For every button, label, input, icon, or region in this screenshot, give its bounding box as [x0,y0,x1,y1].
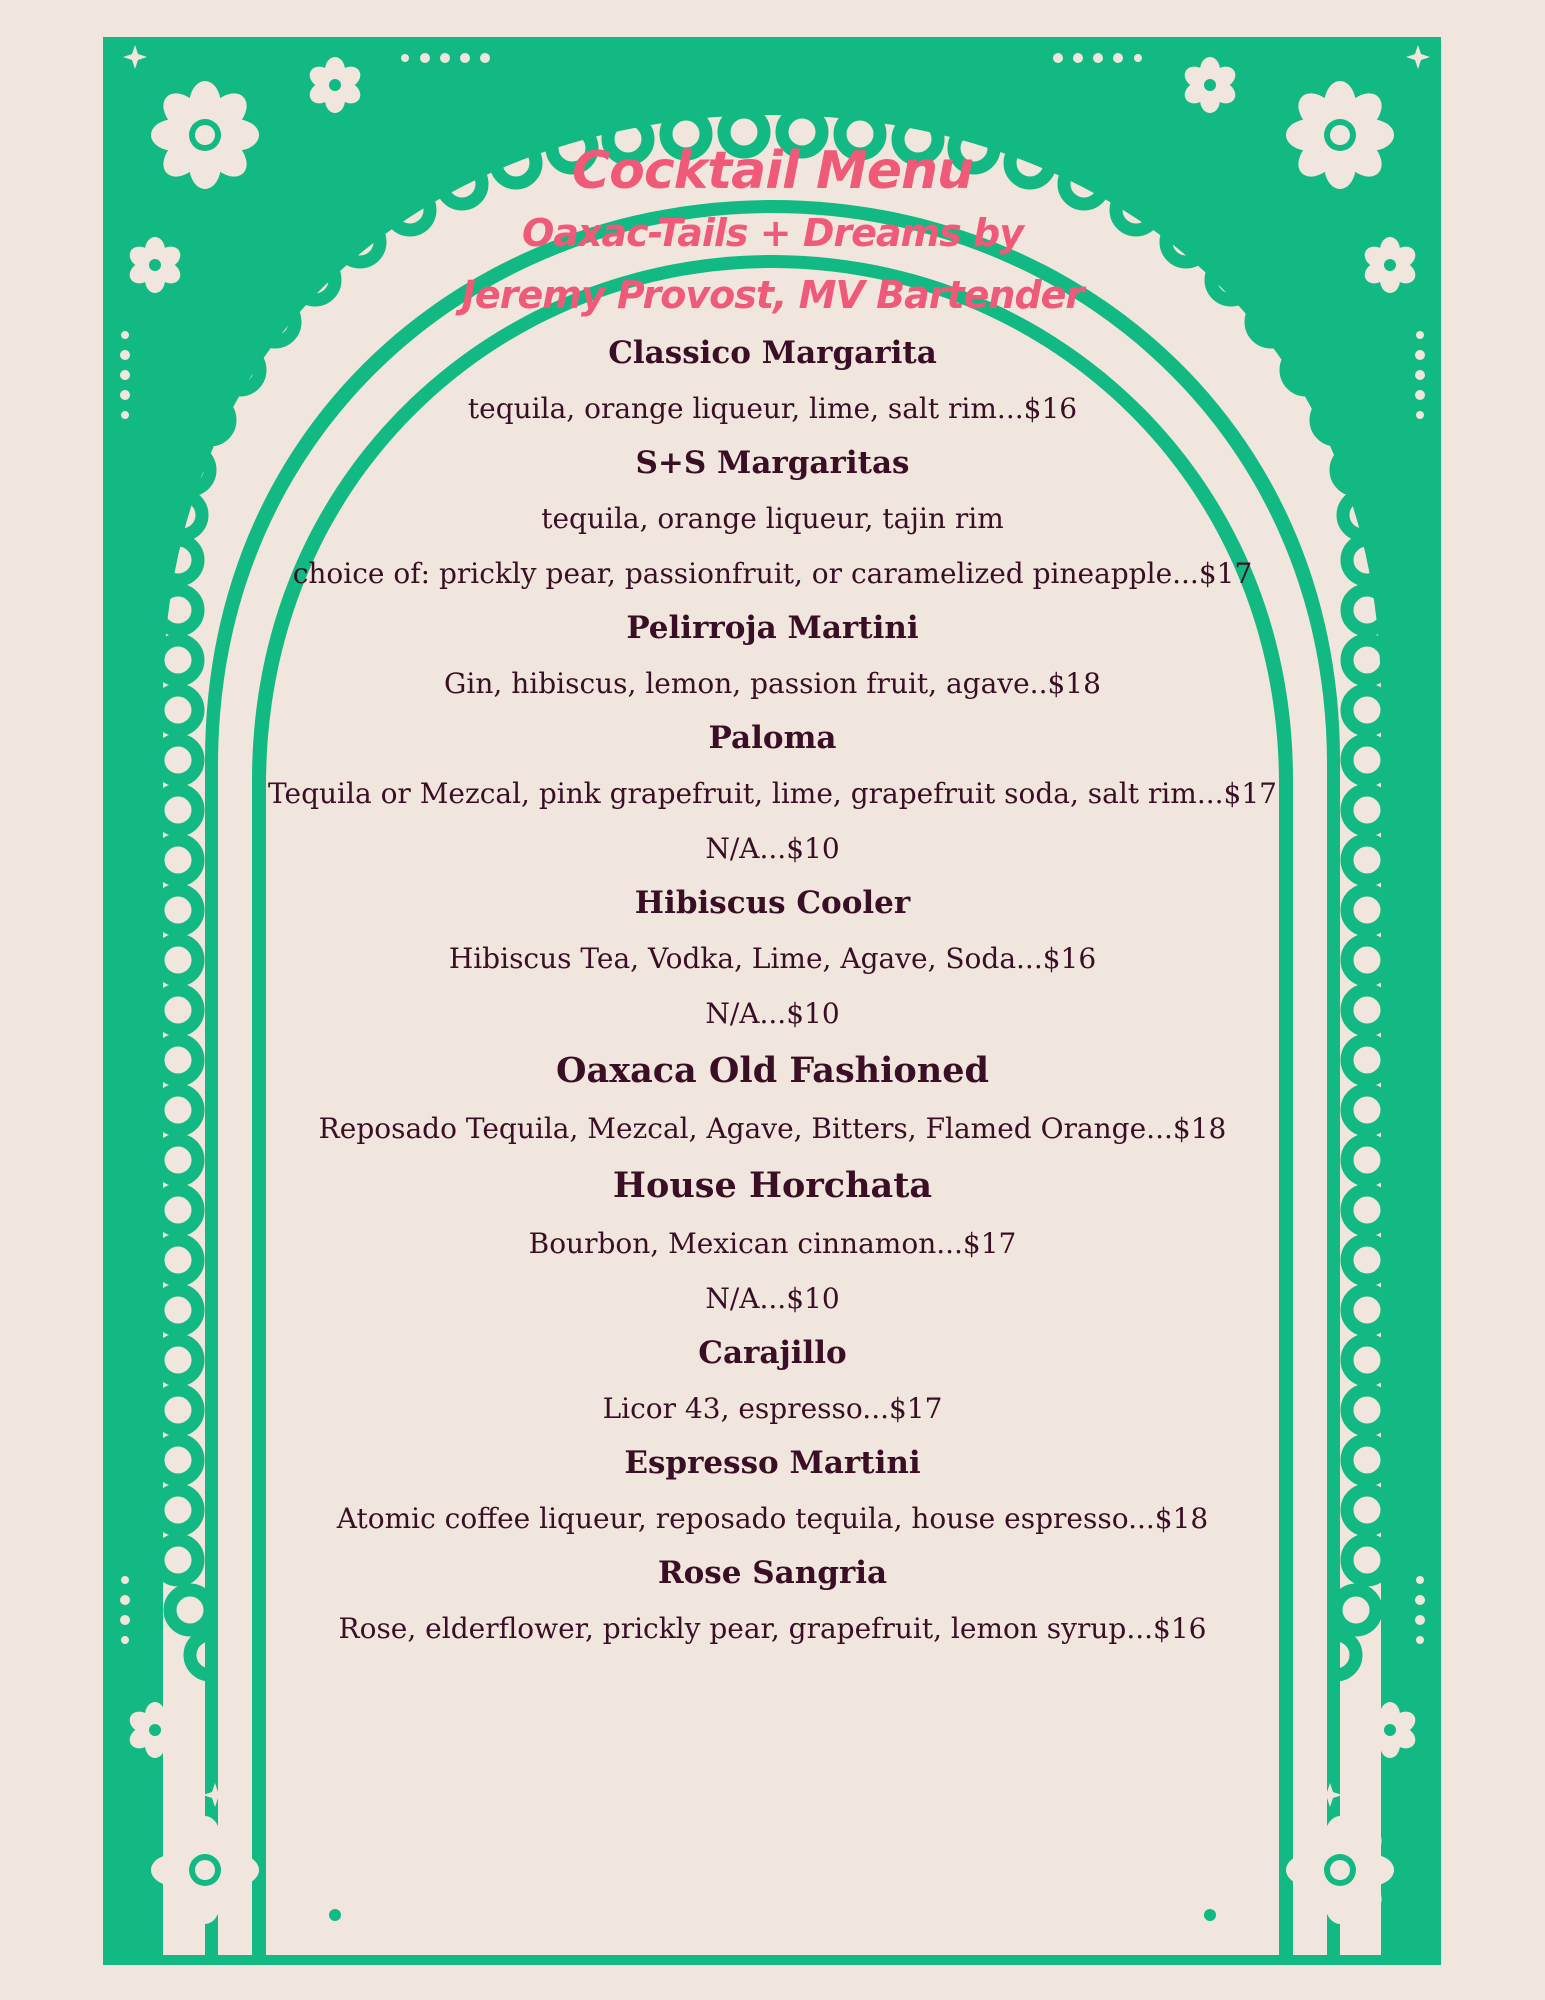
drink-na-price: N/A...$10 [705,1282,840,1315]
drink-description: Reposado Tequila, Mezcal, Agave, Bitters, Flamed Orange...$18 [318,1112,1227,1145]
menu-item [200,601,1345,711]
flower-icon [1286,1816,1394,1924]
menu-title: Cocktail Menu [571,141,974,201]
drink-description: Gin, hibiscus, lemon, passion fruit, agave..$18 [444,667,1101,700]
drink-description: Tequila or Mezcal, pink grapefruit, lime, grapefruit soda, salt rim...$17 [268,777,1277,810]
menu-subtitle-line2: Jeremy Provost, MV Bartender [461,273,1084,317]
drink-name: Pelirroja Martini [626,610,919,646]
drink-description: Rose, elderflower, prickly pear, grapefruit, lemon syrup...$16 [338,1612,1207,1645]
menu-item [200,711,1345,876]
drink-name: House Horchata [612,1165,933,1206]
menu-item [200,1041,1345,1156]
menu-item [200,436,1345,601]
flower-icon [151,1816,259,1924]
menu-item [200,1156,1345,1326]
drink-name: Hibiscus Cooler [634,885,911,921]
menu-item [200,1436,1345,1546]
menu-item [200,876,1345,1041]
drink-name: Paloma [708,720,837,756]
drink-name: Espresso Martini [624,1445,921,1481]
drink-na-price: N/A...$10 [705,832,840,865]
menu-content [200,140,1345,1656]
drink-name: Rose Sangria [657,1555,888,1591]
drink-name: S+S Margaritas [635,445,910,481]
drink-name: Oaxaca Old Fashioned [556,1050,989,1091]
drink-description: tequila, orange liqueur, tajin rim [541,502,1004,535]
menu-subtitle-line1: Oaxac-Tails + Dreams by [522,211,1023,255]
menu-item [200,1326,1345,1436]
drink-description: Licor 43, espresso...$17 [602,1392,943,1425]
drink-description: Bourbon, Mexican cinnamon...$17 [528,1227,1017,1260]
drink-description: choice of: prickly pear, passionfruit, or caramelized pineapple...$17 [292,557,1253,590]
drink-description: Hibiscus Tea, Vodka, Lime, Agave, Soda...$16 [448,942,1097,975]
drink-description: Atomic coffee liqueur, reposado tequila, house espresso...$18 [336,1502,1209,1535]
drink-name: Classico Margarita [608,335,937,371]
drink-na-price: N/A...$10 [705,997,840,1030]
drink-name: Carajillo [698,1335,847,1371]
drink-description: tequila, orange liqueur, lime, salt rim...$16 [467,392,1078,425]
menu-item [200,326,1345,436]
menu-item [200,1546,1345,1656]
